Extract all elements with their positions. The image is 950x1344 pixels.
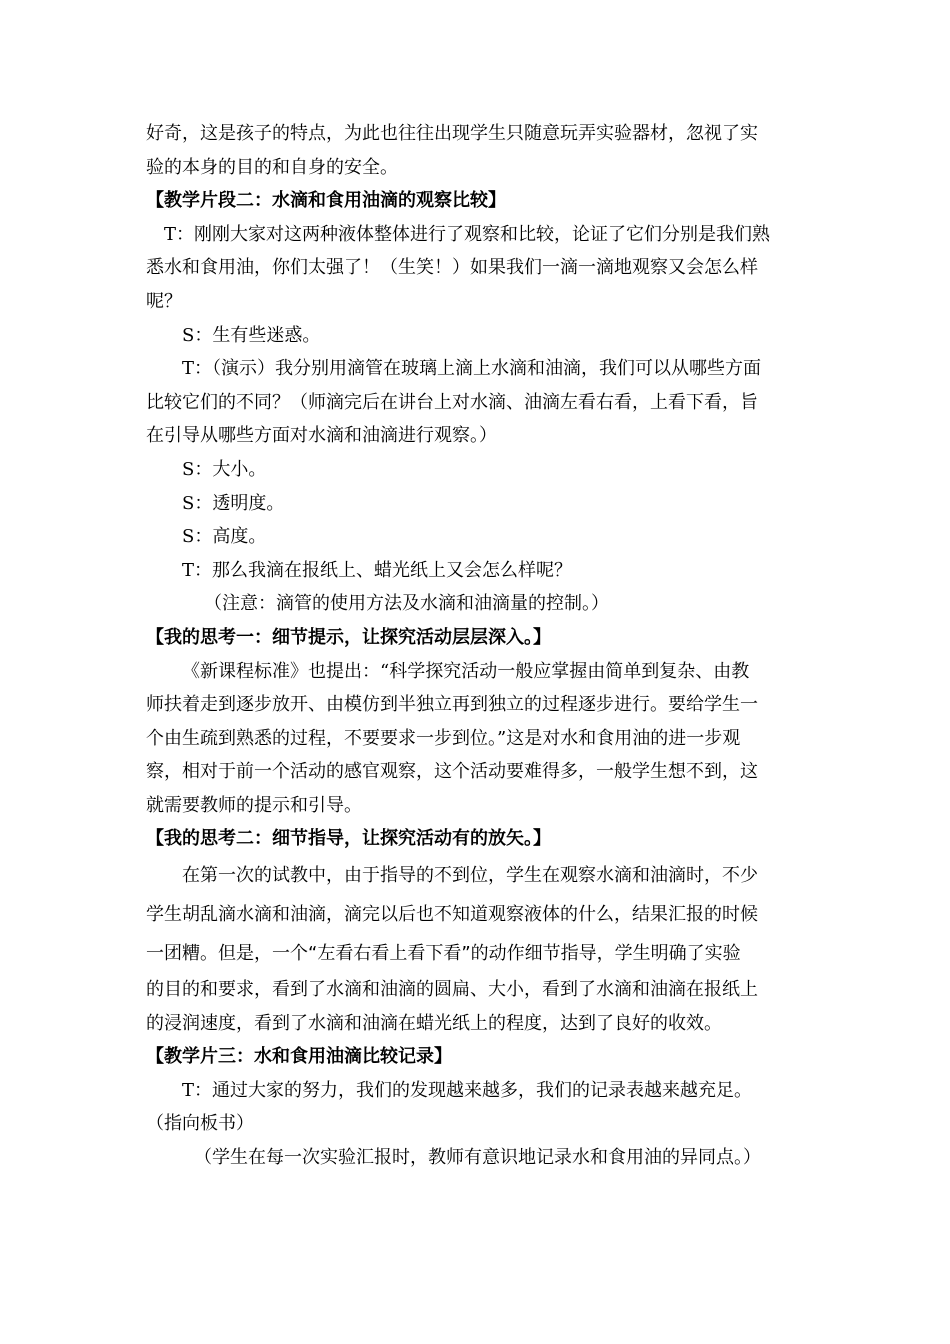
dialogue-line: S：透明度。 [182,492,285,514]
dialogue-line: T：（演示）我分别用滴管在玻璃上滴上水滴和油滴，我们可以从哪些方面 [182,358,762,380]
paragraph-line: 比较它们的不同？（师滴完后在讲台上对水滴、油滴左看右看，上看下看，旨 [146,391,758,413]
paragraph-line: 悉水和食用油，你们太强了！（生笑！）如果我们一滴一滴地观察又会怎么样 [146,257,758,279]
paragraph-line: 《新课程标准》也提出：“科学探究活动一般应掌握由简单到复杂、由教 [182,660,750,682]
section-heading: 【我的思考二：细节指导，让探究活动有的放矢。】 [146,828,551,850]
dialogue-line: S：高度。 [182,526,267,548]
dialogue-line: T：那么我滴在报纸上、蜡光纸上又会怎么样呢？ [182,559,573,581]
paragraph-line: 在引导从哪些方面对水滴和油滴进行观察。） [146,425,497,447]
paragraph-line: 的浸润速度，看到了水滴和油滴在蜡光纸上的程度，达到了良好的收效。 [146,1012,722,1034]
paragraph-line: 察，相对于前一个活动的感官观察，这个活动要难得多，一般学生想不到，这 [146,761,758,783]
paragraph-line: 学生胡乱滴水滴和油滴，滴完以后也不知道观察液体的什么，结果汇报的时候 [146,904,758,926]
dialogue-line: S：生有些迷惑。 [182,324,321,346]
paragraph-line: 呢？ [146,290,182,312]
document-body [146,117,810,1175]
paragraph-line: 的目的和要求，看到了水滴和油滴的圆扁、大小，看到了水滴和油滴在报纸上 [146,979,758,1001]
paragraph-line: 就需要教师的提示和引导。 [146,794,362,816]
paragraph-line: （指向板书） [146,1113,254,1135]
dialogue-line: T：刚刚大家对这两种液体整体进行了观察和比较，论证了它们分别是我们熟 [164,223,771,245]
section-heading: 【教学片三：水和食用油滴比较记录】 [146,1046,452,1068]
paragraph-line: 一团糟。但是，一个“左看右看上看下看”的动作细节指导，学生明确了实验 [146,943,741,965]
dialogue-line: S：大小。 [182,458,267,480]
paragraph-line: 验的本身的目的和自身的安全。 [146,156,398,178]
paragraph-line: 在第一次的试教中，由于指导的不到位，学生在观察水滴和油滴时，不少 [182,865,758,887]
paragraph-line: 师扶着走到逐步放开、由模仿到半独立再到独立的过程逐步进行。要给学生一 [146,694,758,716]
paragraph-line: 好奇，这是孩子的特点，为此也往往出现学生只随意玩弄实验器材，忽视了实 [146,123,758,144]
section-heading: 【我的思考一：细节提示，让探究活动层层深入。】 [146,626,551,648]
section-heading: 【教学片段二：水滴和食用油滴的观察比较】 [146,190,506,212]
note-line: （注意：滴管的使用方法及水滴和油滴量的控制。） [204,593,609,615]
paragraph-line: 个由生疏到熟悉的过程，不要要求一步到位。”这是对水和食用油的进一步观 [146,727,741,749]
note-line: （学生在每一次实验汇报时，教师有意识地记录水和食用油的异同点。） [194,1147,761,1169]
dialogue-line: T：通过大家的努力，我们的发现越来越多，我们的记录表越来越充足。 [182,1079,753,1101]
